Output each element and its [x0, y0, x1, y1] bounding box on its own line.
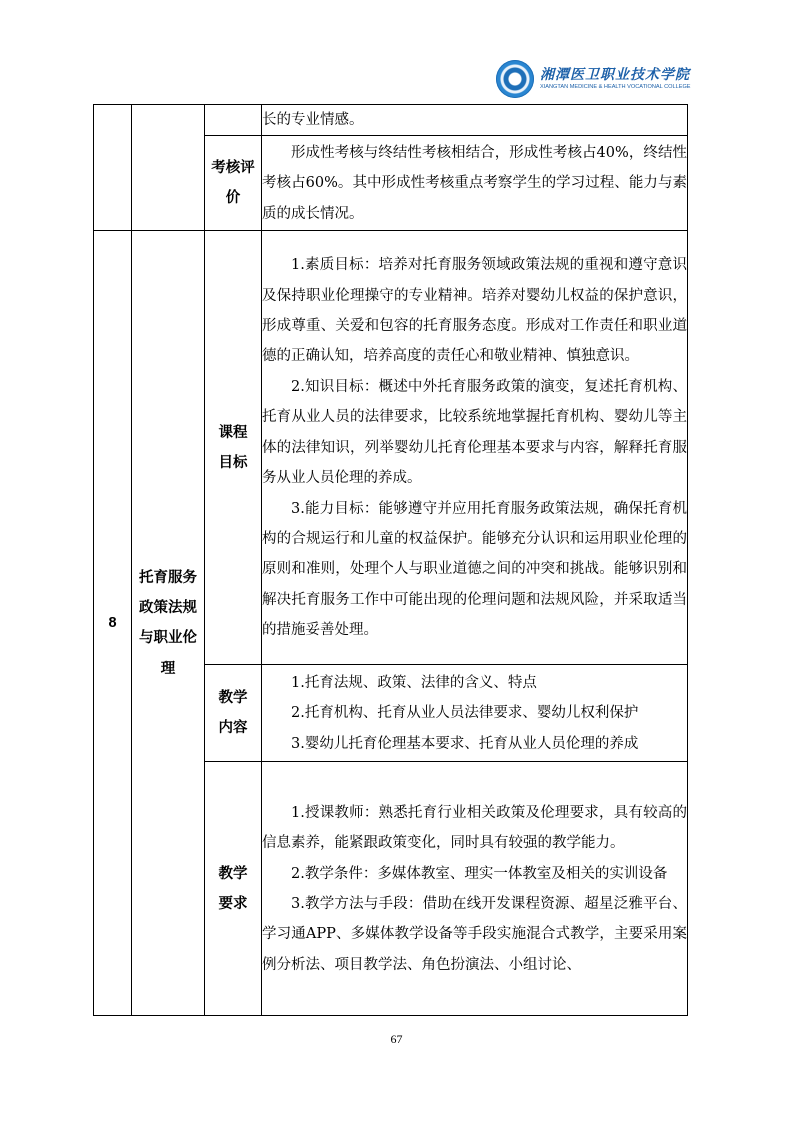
- requirement-item-methods: 3.教学方法与手段：借助在线开发课程资源、超星泛雅平台、学习通APP、多媒体教学设备等手段实施混合式教学，主要采用案例分析法、项目教学法、角色扮演法、小组讨论、: [262, 895, 687, 973]
- page-number: 67: [390, 1032, 403, 1046]
- requirements-label: 教学要求: [205, 762, 262, 1016]
- goals-label: 课程目标: [205, 231, 262, 665]
- goals-cell: [262, 231, 688, 665]
- college-name-cn: 湘潭医卫职业技术学院: [540, 67, 690, 83]
- content-item: 3.婴幼儿托育伦理基本要求、托育从业人员伦理的养成: [291, 735, 639, 752]
- requirement-item-teacher: 1.授课教师：熟悉托育行业相关政策及伦理要求，具有较高的信息素养，能紧跟政策变化，同时具有较强的教学能力。: [262, 804, 687, 852]
- prev-course-number-cell: [94, 105, 132, 231]
- table-row: [94, 105, 688, 136]
- requirement-item-conditions: 2.教学条件：多媒体教室、理实一体教室及相关的实训设备: [291, 865, 668, 882]
- content-label: 教学内容: [205, 665, 262, 762]
- prev-course-name-cell: [132, 105, 205, 231]
- assessment-cell: [262, 136, 688, 231]
- assessment-label: 考核评价: [205, 136, 262, 231]
- continuation-cell: [262, 105, 688, 136]
- college-name-en: XIANGTAN MEDICINE & HEALTH VOCATIONAL COLLEGE: [540, 84, 691, 90]
- college-logo-icon: [496, 60, 534, 98]
- goal-item-knowledge: 2.知识目标：概述中外托育服务政策的演变，复述托育机构、托育从业人员的法律要求，比较系统地掌握托育机构、婴幼儿等主体的法律知识，列举婴幼儿托育伦理基本要求与内容，解释托育服务从业人员伦理的养成。: [262, 378, 687, 487]
- continuation-text: 长的专业情感。: [262, 112, 364, 128]
- requirements-cell: [262, 762, 688, 1016]
- prev-label-cell: [205, 105, 262, 136]
- page-header: [496, 58, 696, 102]
- course-number: 8: [94, 231, 132, 1016]
- assessment-text: 形成性考核与终结性考核相结合，形成性考核占40%，终结性考核占60%。其中形成性考核重点考察学生的学习过程、能力与素质的成长情况。: [262, 144, 687, 222]
- goal-item-ability: 3.能力目标：能够遵守并应用托育服务政策法规，确保托育机构的合规运行和儿童的权益保护。能够充分认识和运用职业伦理的原则和准则，处理个人与职业道德之间的冲突和挑战。能够识别和解决托育服务工作中可能出现的伦理问题和法规风险，并采取适当的措施妥善处理。: [262, 500, 687, 639]
- content-item: 2.托育机构、托育从业人员法律要求、婴幼儿权利保护: [291, 705, 639, 722]
- curriculum-table: [93, 104, 688, 1016]
- content-cell: [262, 665, 688, 762]
- course-name: 托育服务政策法规与职业伦理: [132, 231, 205, 1016]
- table-row: [94, 231, 688, 665]
- content-item: 1.托育法规、政策、法律的含义、特点: [291, 674, 537, 691]
- goal-item-quality: 1.素质目标：培养对托育服务领域政策法规的重视和遵守意识及保持职业伦理操守的专业精神。培养对婴幼儿权益的保护意识，形成尊重、关爱和包容的托育服务态度。形成对工作责任和职业道德的正确认知，培养高度的责任心和敬业精神、慎独意识。: [262, 257, 687, 365]
